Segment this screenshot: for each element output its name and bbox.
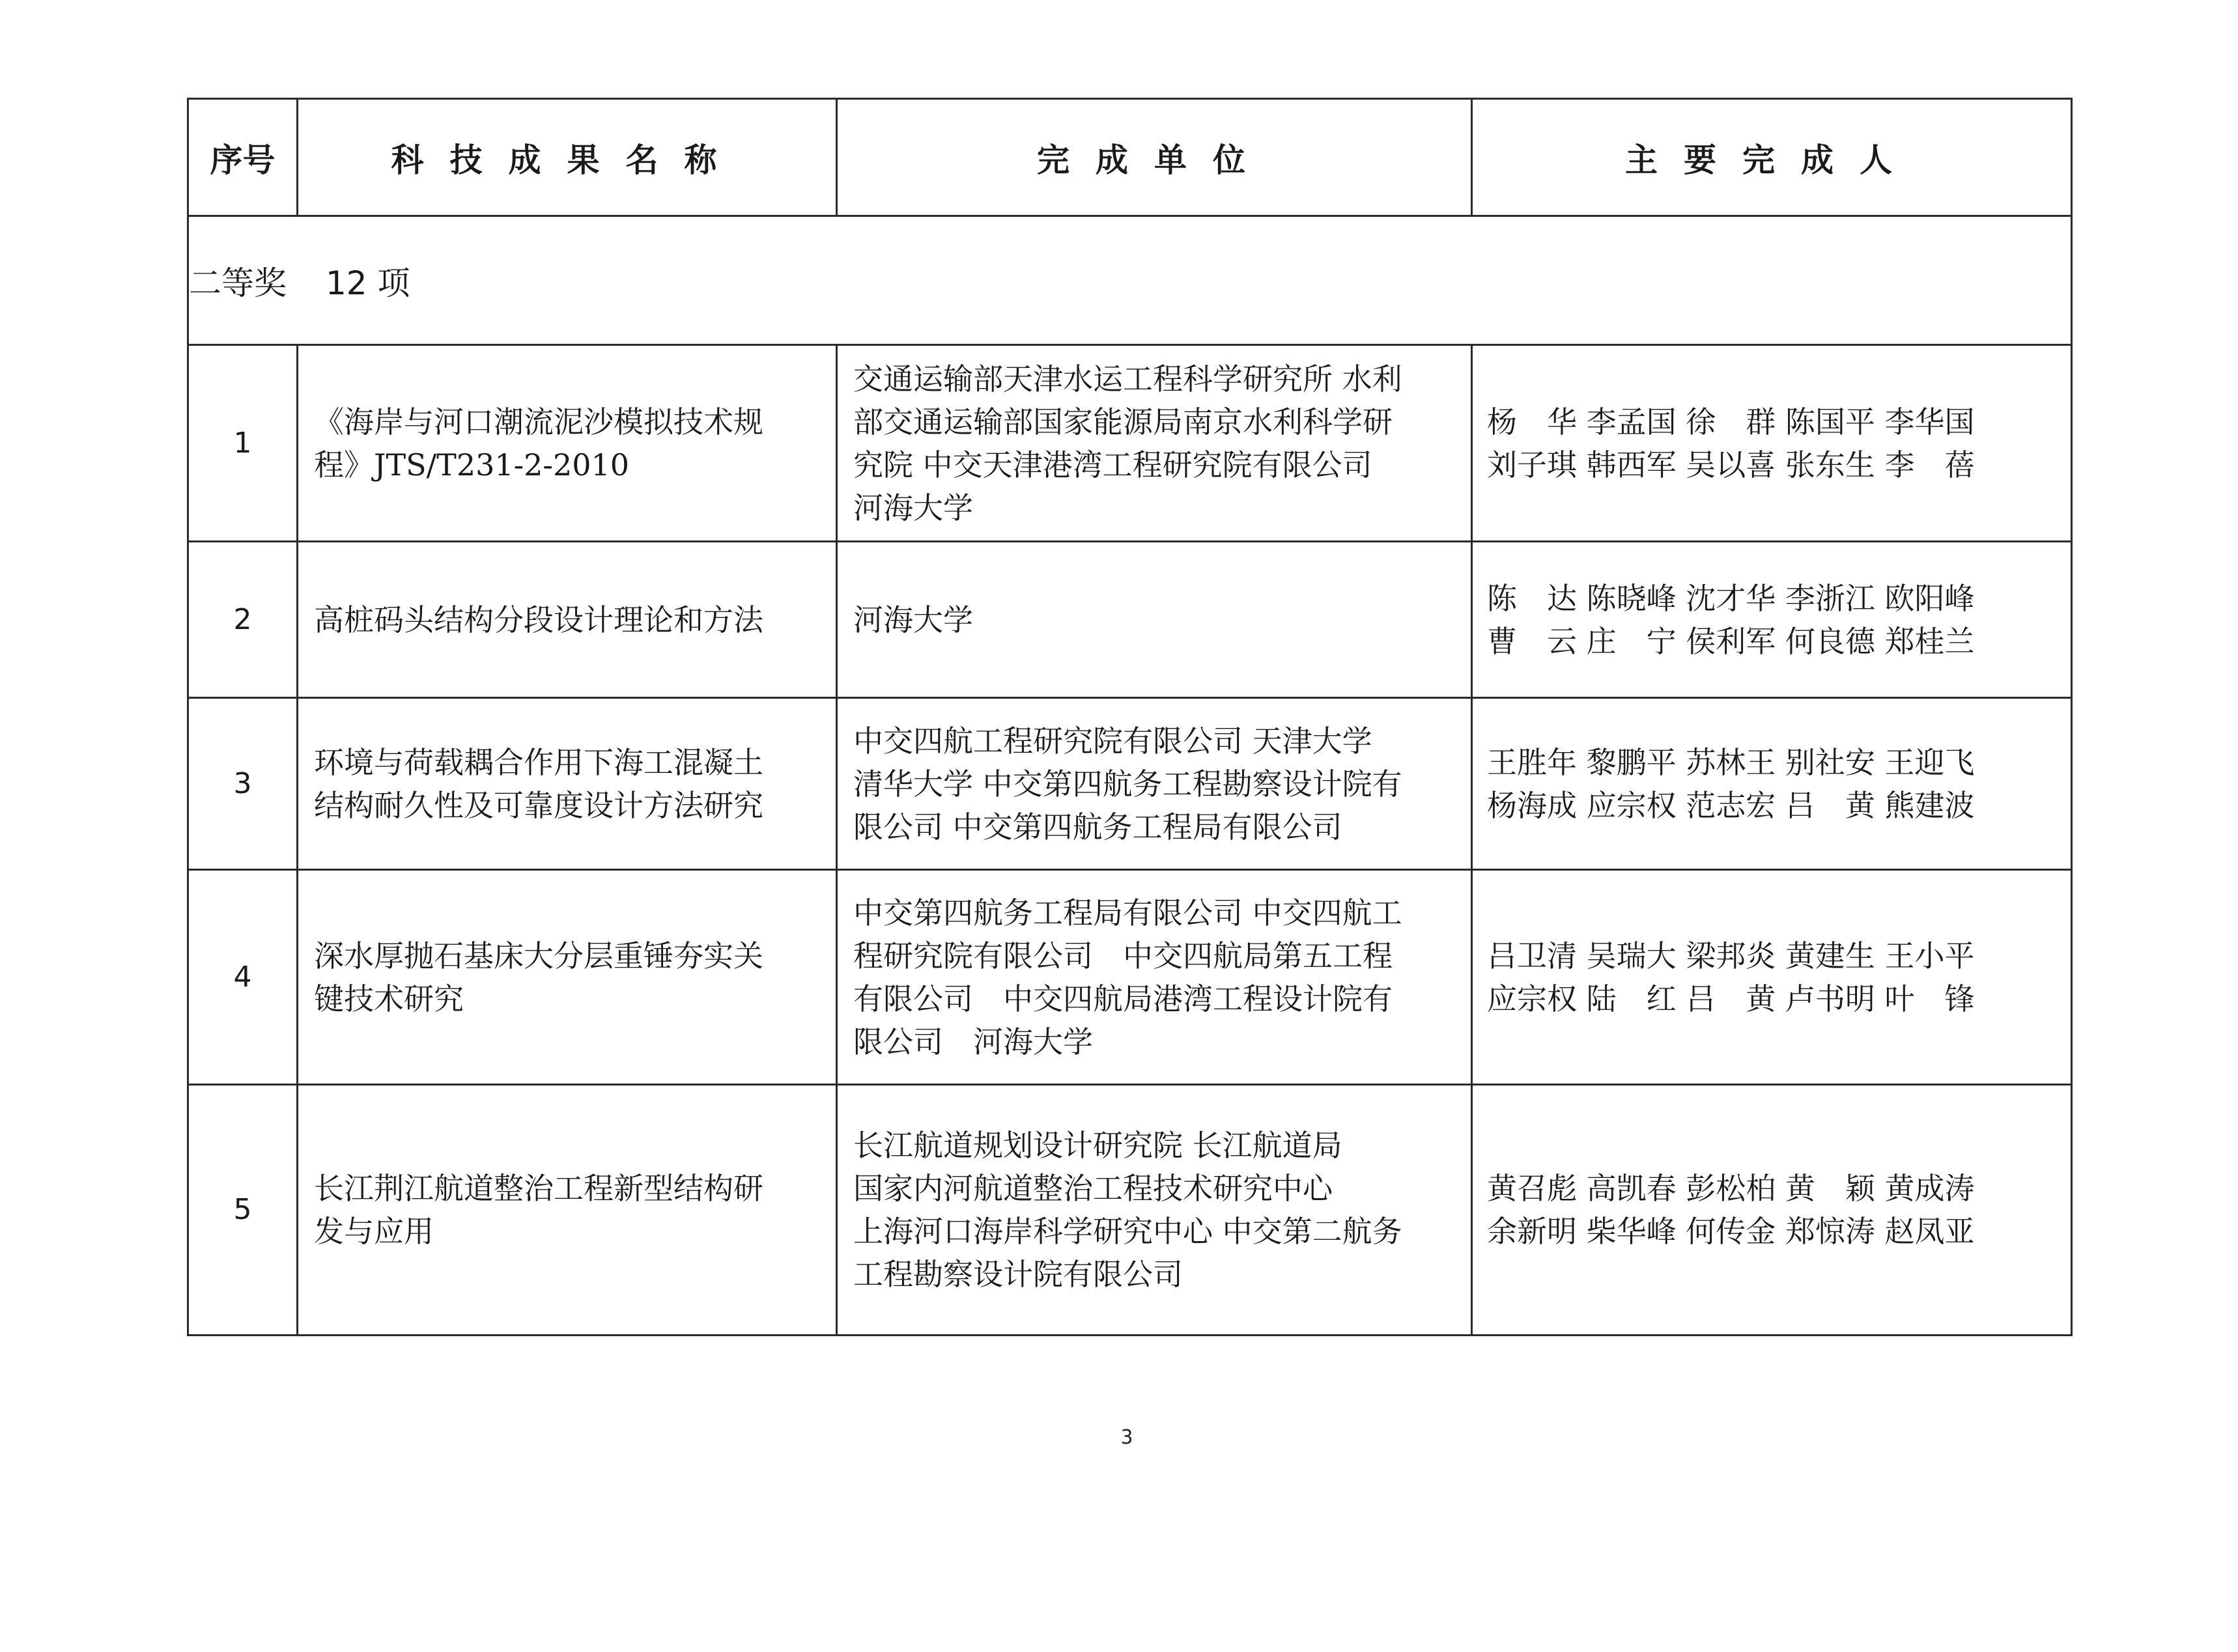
section-label: 二等奖 bbox=[189, 264, 287, 302]
unit-line: 国家内河航道整治工程技术研究中心 bbox=[853, 1171, 1333, 1206]
row-number: 2 bbox=[188, 542, 298, 698]
row-number: 1 bbox=[188, 345, 298, 542]
people-line: 王胜年 黎鹏平 苏林王 别社安 王迎飞 bbox=[1487, 744, 1975, 780]
table-row bbox=[188, 345, 2072, 542]
main-contributors bbox=[1472, 542, 2072, 698]
awards-table bbox=[187, 98, 2073, 1336]
main-contributors bbox=[1472, 870, 2072, 1085]
completing-unit bbox=[837, 345, 1472, 542]
unit-line: 上海河口海岸科学研究中心 中交第二航务 bbox=[853, 1214, 1402, 1249]
header-completing-unit: 完成单位 bbox=[837, 99, 1472, 216]
table-row bbox=[188, 698, 2072, 870]
people-line: 应宗权 陆 红 吕 黄 卢书明 叶 锋 bbox=[1487, 981, 1975, 1016]
unit-line: 限公司 中交第四航务工程局有限公司 bbox=[853, 809, 1342, 845]
completing-unit bbox=[837, 870, 1472, 1085]
people-line: 余新明 柴华峰 何传金 郑惊涛 赵凤亚 bbox=[1487, 1214, 1975, 1249]
unit-line: 清华大学 中交第四航务工程勘察设计院有 bbox=[853, 766, 1402, 802]
unit-line: 部交通运输部国家能源局南京水利科学研 bbox=[853, 404, 1393, 440]
completing-unit bbox=[837, 1085, 1472, 1336]
people-line: 刘子琪 韩西军 吴以喜 张东生 李 蓓 bbox=[1487, 447, 1975, 483]
name-line: 结构耐久性及可靠度设计方法研究 bbox=[314, 787, 763, 823]
table-row bbox=[188, 1085, 2072, 1336]
unit-line: 河海大学 bbox=[853, 602, 973, 637]
name-line: 环境与荷载耦合作用下海工混凝土 bbox=[314, 744, 763, 780]
people-line: 吕卫清 吴瑞大 梁邦炎 黄建生 王小平 bbox=[1487, 938, 1975, 973]
name-line: 发与应用 bbox=[314, 1214, 434, 1249]
completing-unit bbox=[837, 698, 1472, 870]
people-line: 杨 华 李孟国 徐 群 陈国平 李华国 bbox=[1487, 404, 1975, 440]
achievement-name bbox=[298, 1085, 837, 1336]
name-line: 深水厚抛石基床大分层重锤夯实关 bbox=[314, 938, 763, 973]
unit-line: 河海大学 bbox=[853, 490, 973, 525]
main-contributors bbox=[1472, 345, 2072, 542]
unit-line: 中交第四航务工程局有限公司 中交四航工 bbox=[853, 895, 1402, 931]
header-main-contributors: 主要完成人 bbox=[1472, 99, 2072, 216]
row-number: 5 bbox=[188, 1085, 298, 1336]
name-line: 高桩码头结构分段设计理论和方法 bbox=[314, 602, 763, 637]
people-line: 杨海成 应宗权 范志宏 吕 黄 熊建波 bbox=[1487, 787, 1975, 823]
unit-line: 限公司 河海大学 bbox=[853, 1024, 1093, 1059]
achievement-name bbox=[298, 345, 837, 542]
unit-line: 长江航道规划设计研究院 长江航道局 bbox=[853, 1128, 1342, 1163]
unit-line: 有限公司 中交四航局港湾工程设计院有 bbox=[853, 981, 1393, 1016]
section-count: 12 项 bbox=[326, 264, 410, 302]
name-line: 键技术研究 bbox=[314, 981, 464, 1016]
achievement-name bbox=[298, 870, 837, 1085]
name-line: 程》JTS/T231-2-2010 bbox=[314, 447, 630, 483]
people-line: 曹 云 庄 宁 侯利军 何良德 郑桂兰 bbox=[1487, 623, 1975, 659]
completing-unit bbox=[837, 542, 1472, 698]
header-serial-number: 序号 bbox=[188, 99, 298, 216]
unit-line: 工程勘察设计院有限公司 bbox=[853, 1257, 1183, 1292]
table-header-row bbox=[188, 99, 2072, 216]
main-contributors bbox=[1472, 1085, 2072, 1336]
achievement-name bbox=[298, 698, 837, 870]
header-achievement-name: 科技成果名称 bbox=[298, 99, 837, 216]
people-line: 黄召彪 高凯春 彭松柏 黄 颖 黄成涛 bbox=[1487, 1171, 1975, 1206]
achievement-name bbox=[298, 542, 837, 698]
page-number: 3 bbox=[1120, 1426, 1133, 1449]
main-contributors bbox=[1472, 698, 2072, 870]
section-title bbox=[188, 216, 2072, 345]
people-line: 陈 达 陈晓峰 沈才华 李浙江 欧阳峰 bbox=[1487, 580, 1975, 616]
unit-line: 中交四航工程研究院有限公司 天津大学 bbox=[853, 723, 1372, 759]
unit-line: 究院 中交天津港湾工程研究院有限公司 bbox=[853, 447, 1372, 483]
row-number: 3 bbox=[188, 698, 298, 870]
section-row-second-prize bbox=[188, 216, 2072, 345]
unit-line: 交通运输部天津水运工程科学研究所 水利 bbox=[853, 361, 1402, 397]
name-line: 长江荆江航道整治工程新型结构研 bbox=[314, 1171, 763, 1206]
table-row bbox=[188, 542, 2072, 698]
table-row bbox=[188, 870, 2072, 1085]
name-line: 《海岸与河口潮流泥沙模拟技术规 bbox=[314, 404, 763, 440]
unit-line: 程研究院有限公司 中交四航局第五工程 bbox=[853, 938, 1393, 973]
row-number: 4 bbox=[188, 870, 298, 1085]
